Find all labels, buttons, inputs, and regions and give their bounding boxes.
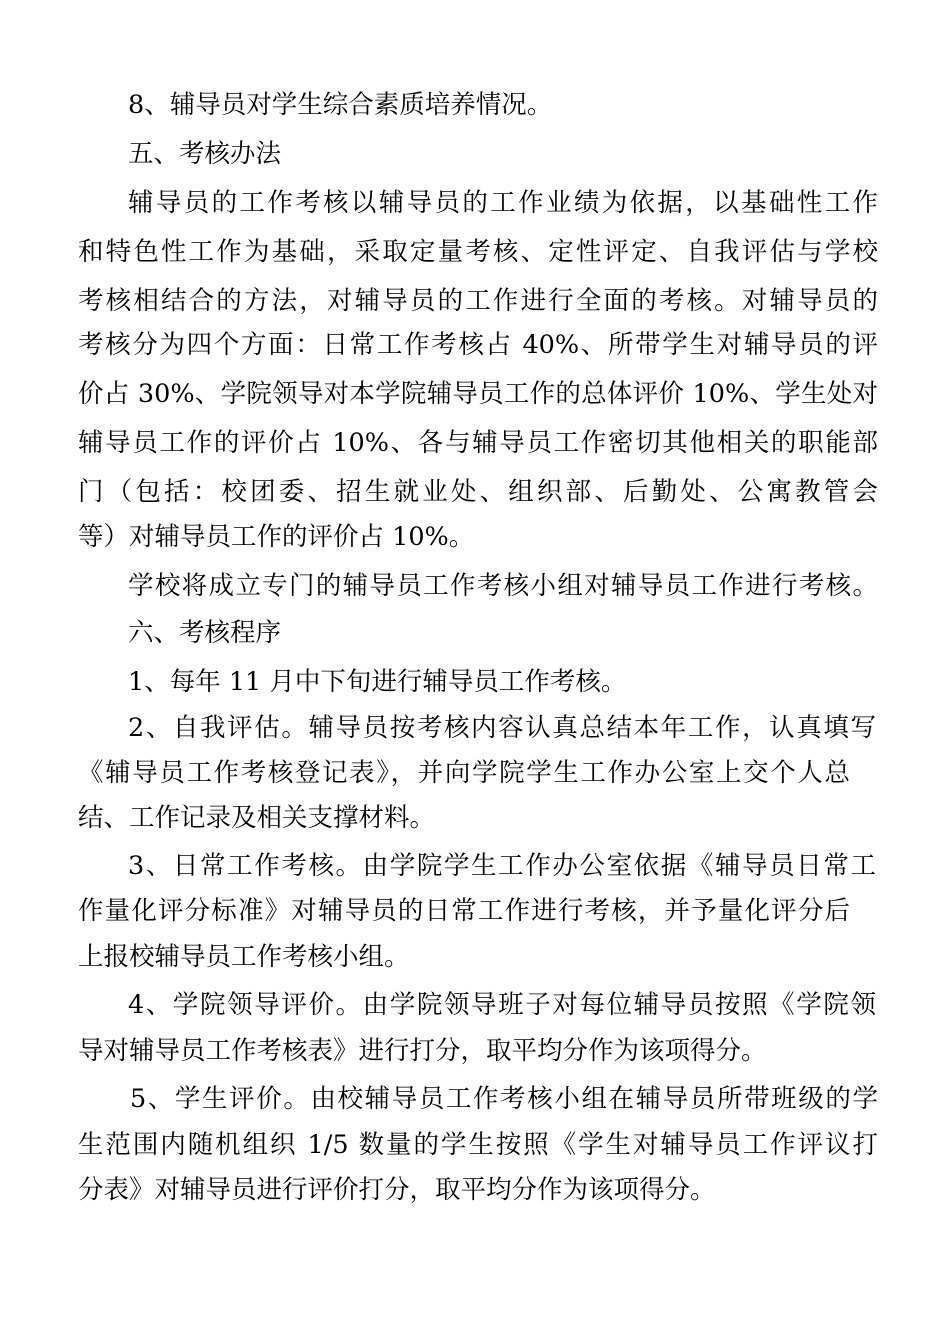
list-item-8: 8、辅导员对学生综合素质培养情况。 <box>128 90 553 120</box>
paragraph-line: 门（包括：校团委、招生就业处、组织部、后勤处、公寓教管会 <box>78 477 878 507</box>
paragraph-line: 等）对辅导员工作的评价占 10%。 <box>78 522 475 552</box>
list-item-1: 1、每年 11 月中下旬进行辅导员工作考核。 <box>128 667 627 697</box>
list-item-5: 5、学生评价。由校辅导员工作考核小组在辅导员所带班级的学 <box>130 1084 878 1114</box>
paragraph-line: 生范围内随机组织 1/5 数量的学生按照《学生对辅导员工作评议打 <box>78 1130 878 1160</box>
paragraph-line: 考核相结合的方法，对辅导员的工作进行全面的考核。对辅导员的 <box>78 286 878 316</box>
paragraph-line: 导对辅导员工作考核表》进行打分，取平均分作为该项得分。 <box>78 1036 767 1066</box>
paragraph-line: 《辅导员工作考核登记表》，并向学院学生工作办公室上交个人总 <box>78 758 850 788</box>
list-item-4: 4、学院领导评价。由学院领导班子对每位辅导员按照《学院领 <box>128 990 876 1020</box>
section-heading-5: 五、考核办法 <box>128 139 282 169</box>
section-heading-6: 六、考核程序 <box>128 618 282 648</box>
paragraph-line: 价占 30%、学院领导对本学院辅导员工作的总体评价 10%、学生处对 <box>78 379 878 409</box>
paragraph-line: 学校将成立专门的辅导员工作考核小组对辅导员工作进行考核。 <box>128 571 878 601</box>
paragraph-line: 上报校辅导员工作考核小组。 <box>78 942 410 972</box>
paragraph-line: 作量化评分标准》对辅导员的日常工作进行考核，并予量化评分后 <box>78 896 850 926</box>
paragraph-line: 分表》对辅导员进行评价打分，取平均分作为该项得分。 <box>78 1175 716 1205</box>
paragraph-line: 结、工作记录及相关支撑材料。 <box>78 803 436 833</box>
paragraph-line: 辅导员工作的评价占 10%、各与辅导员工作密切其他相关的职能部 <box>78 428 878 458</box>
list-item-2: 2、自我评估。辅导员按考核内容认真总结本年工作，认真填写 <box>128 713 876 743</box>
paragraph-line: 考核分为四个方面：日常工作考核占 40%、所带学生对辅导员的评 <box>78 330 878 360</box>
paragraph-line: 辅导员的工作考核以辅导员的工作业绩为依据，以基础性工作 <box>128 188 878 218</box>
list-item-3: 3、日常工作考核。由学院学生工作办公室依据《辅导员日常工 <box>128 851 876 881</box>
paragraph-line: 和特色性工作为基础，采取定量考核、定性评定、自我评估与学校 <box>78 237 878 267</box>
